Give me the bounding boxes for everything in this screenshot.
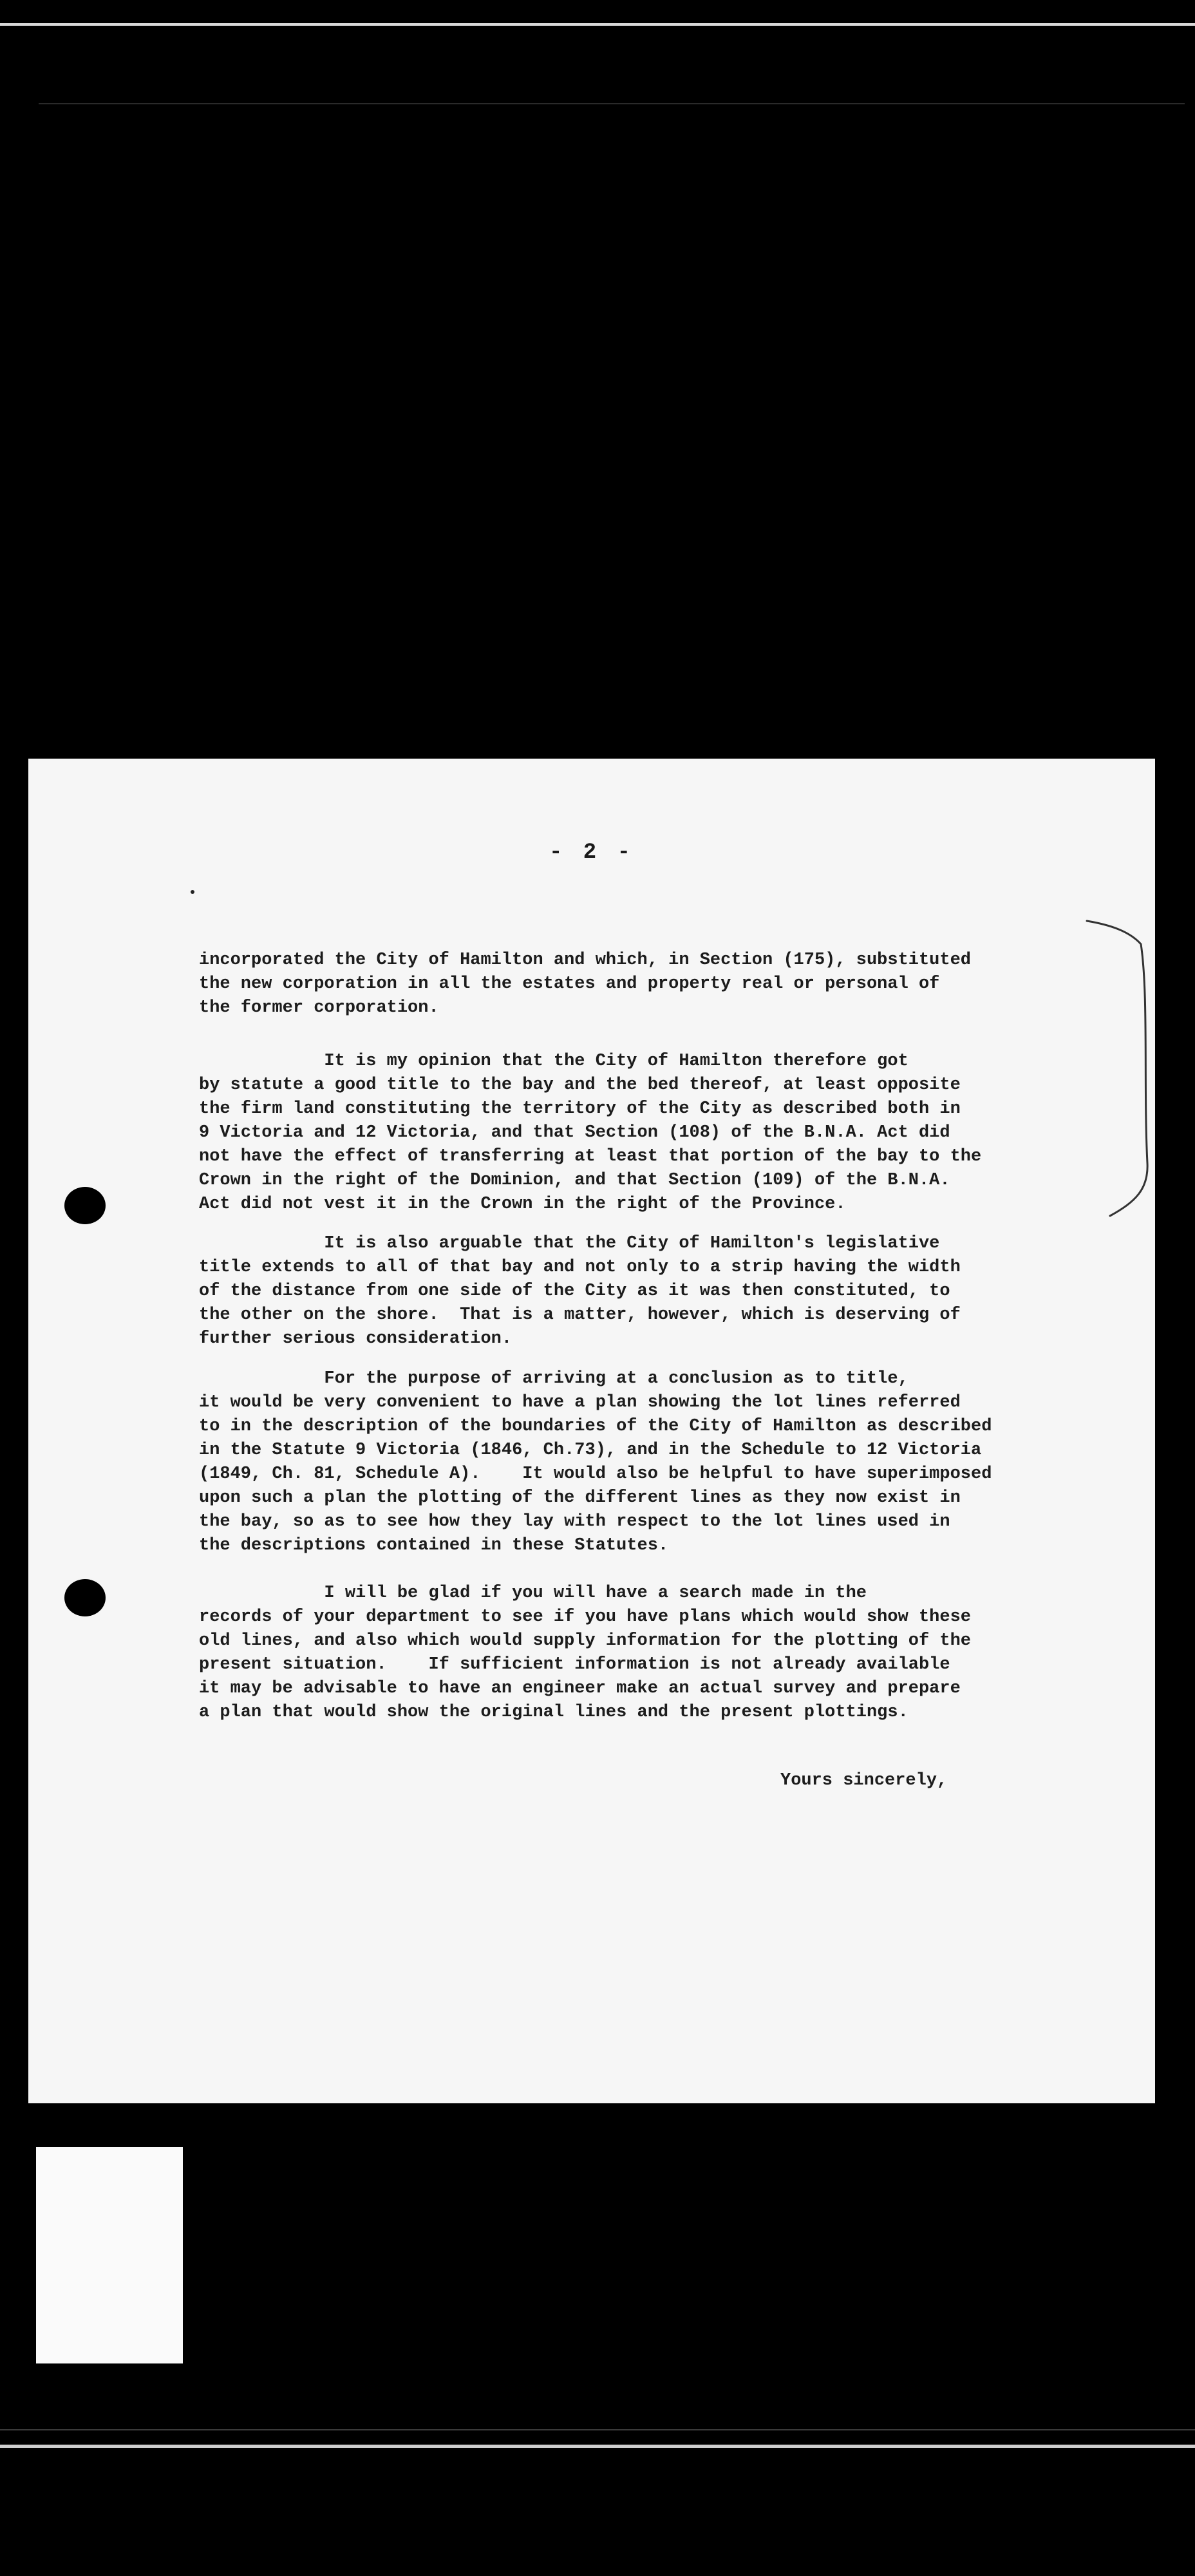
paragraph-4: For the purpose of arriving at a conclusion as to title, it would be very convenient to have a plan showing the lot lines referred to in the description of the boundaries of the City of Hamilton as described in the Statute 9 Victoria (1846, Ch.73), and in the Schedule to 12 Victoria (1849, Ch. 81, Schedule A). It would also be helpful to have superimposed upon such a plan the plotting of the different lines as they now exist in the bay, so as to see how they lay with respect to the lot lines used in the descriptions contained in these Statutes. <box>199 1369 992 1555</box>
closing-salutation: Yours sincerely, <box>780 1771 948 1790</box>
punch-hole-top <box>64 1187 106 1224</box>
scan-edge-top <box>0 23 1195 26</box>
margin-bracket-mark <box>1084 918 1162 1221</box>
scan-line-top <box>39 103 1185 104</box>
punch-hole-bottom <box>64 1579 106 1616</box>
paragraph-3: It is also arguable that the City of Hamilton's legislative title extends to all of that bay and not only to a strip having the width of the distance from one side of the City as it was then constituted, to the other on the shore. That is a matter, however, which is deserving of further serious consideration. <box>199 1234 961 1349</box>
page-number: - 2 - <box>549 840 635 865</box>
blank-label-card <box>36 2147 183 2363</box>
scan-line-bottom <box>0 2429 1195 2430</box>
paragraph-2: It is my opinion that the City of Hamilton therefore got by statute a good title to the bay and the bed thereof, at least opposite the firm land constituting the territory of the City as described both in 9 Victoria and 12 Victoria, and that Section (108) of the B.N.A. Act did not have the effect of transferring at least that portion of the bay to the Crown in the right of the Dominion, and that Section (109) of the B.N.A. Act did not vest it in the Crown in the right of the Province. <box>199 1052 982 1214</box>
stray-ink-mark <box>191 890 194 894</box>
paragraph-5: I will be glad if you will have a search made in the records of your department to see if you have plans which would show these old lines, and also which would supply information for the plotting of the present situation. If sufficient information is not already available it may be advisable to have an engineer make an actual survey and prepare a plan that would show the original lines and the present plottings. <box>199 1584 971 1722</box>
letter-page <box>28 759 1155 2103</box>
paragraph-1: incorporated the City of Hamilton and which, in Section (175), substituted the new corporation in all the estates and property real or personal of the former corporation. <box>199 951 971 1018</box>
scan-edge-bottom <box>0 2445 1195 2448</box>
